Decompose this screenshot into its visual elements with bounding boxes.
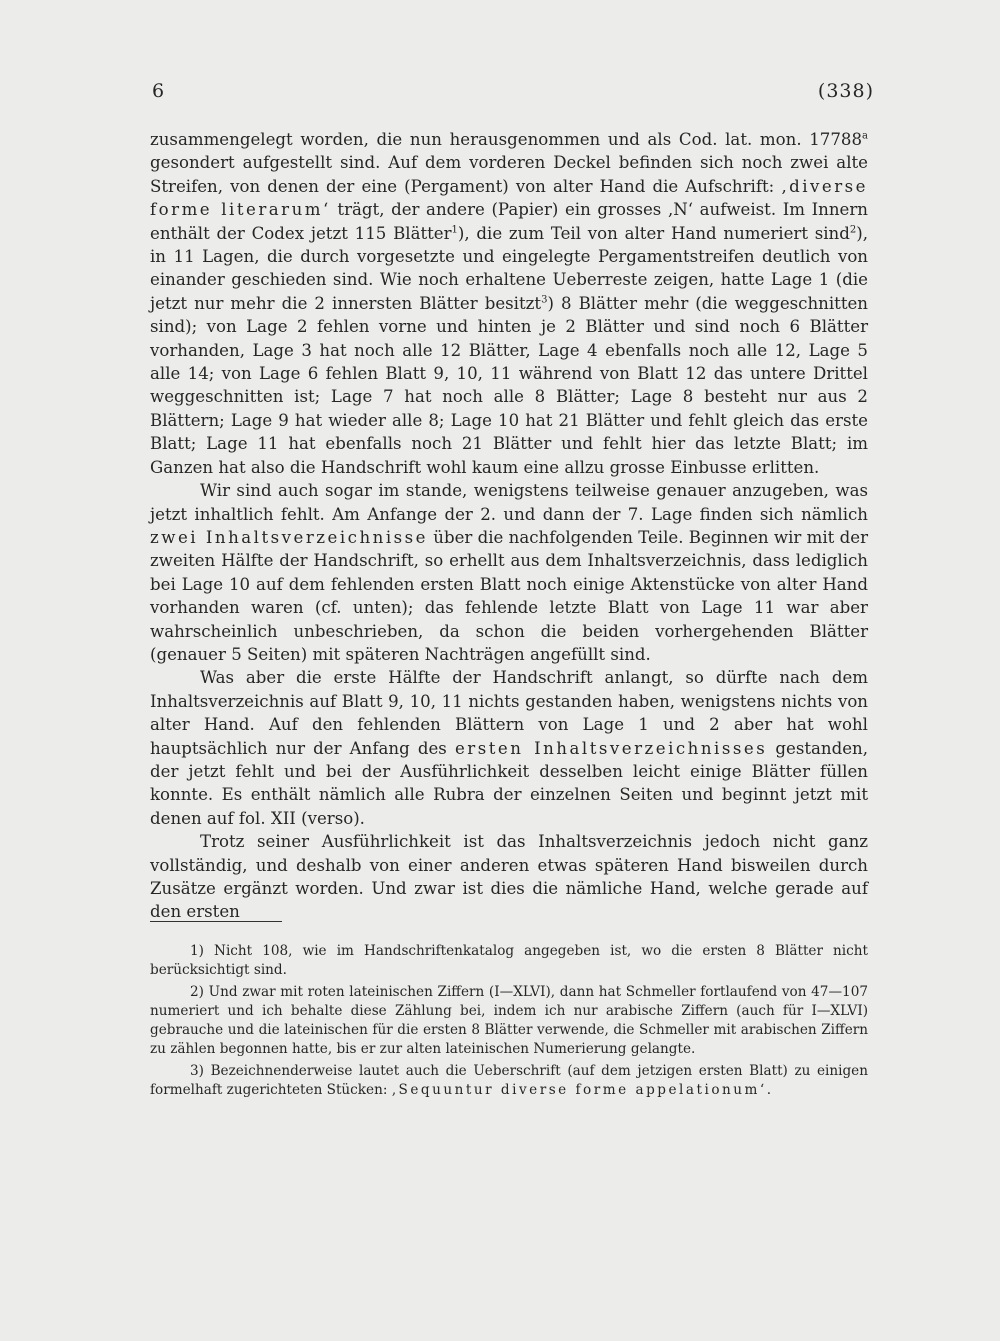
paragraph-2-text-a: Wir sind auch sogar im stande, wenigstens teilweise genauer anzugeben, was jetzt inhaltlich fehlt. Am Anfange der 2. und dann der 7. Lage finden sich nämlich bbox=[150, 481, 868, 524]
paragraph-3-text-a: Was aber die erste Hälfte der Handschrift anlangt, so dürfte nach dem Inhaltsverzeichnis auf Blatt 9, 10, 11 nichts gestanden haben, wenigstens nichts von alter Hand. Auf den fehlenden Blättern von Lage 1 und 2 aber hat wohl hauptsächlich nur der Anfang des bbox=[150, 668, 868, 758]
spaced-title-forme-literarum: ‚diverse forme literarum‘ bbox=[150, 176, 868, 220]
spaced-term-ersten-inhaltsverzeichnisses: ersten Inhaltsverzeichnisses bbox=[454, 738, 768, 758]
paragraph-2-text-b: über die nachfolgenden Teile. Beginnen wir mit der zweiten Hälfte der Handschrift, so erhellt aus dem Inhaltsverzeichnis, dass lediglich bei Lage 10 auf dem fehlenden ersten Blatt noch einige Aktenstücke von alter Hand vorhanden waren (cf. unten); das fehlende letzte Blatt von Lage 11 war aber wahrscheinlich unbeschrieben, da schon die beiden vorhergehenden Blätter (genauer 5 Seiten) mit späteren Nachträgen angefüllt sind. bbox=[150, 527, 868, 664]
footnote-ref-2: 2 bbox=[849, 224, 857, 236]
paragraph-1-text-e: ), in 11 Lagen, die durch vorgesetzte und eingelegte Pergamentstreifen deutlich von einander geschieden sind. Wie noch erhaltene Ueberreste zeigen, hatte Lage 1 (die jetzt nur mehr die 2 innersten Blätter besitzt bbox=[150, 223, 868, 313]
footnotes bbox=[150, 942, 868, 1103]
footnote-2: 2) Und zwar mit roten lateinischen Ziffern (I—XLVI), dann hat Schmeller fortlaufend von 47—107 numeriert und ich behalte diese Zählung bei, indem ich nur arabische Ziffern (auch für I—XLVI) gebrauche und die lateinischen für die ersten 8 Blätter verwende, die Schmeller mit arabischen Ziffern zu zählen begonnen hatte, bis er zur alten lateinischen Numerierung gelangte. bbox=[150, 984, 868, 1057]
footnote-3 bbox=[150, 1062, 868, 1100]
page-header bbox=[152, 80, 874, 110]
paragraph-1-text-c: trägt, der andere (Papier) ein grosses ‚N‘ aufweist. Im Innern enthält der Codex jetzt 115 Blätter bbox=[150, 200, 868, 243]
spaced-term-inhaltsverzeichnisse: zwei Inhaltsverzeichnisse bbox=[150, 527, 428, 547]
paragraph-4-text-a: Trotz seiner Ausführlichkeit ist das Inhaltsverzeichnis jedoch nicht ganz vollständig, und deshalb von einer anderen etwas späteren Hand bisweilen durch Zusätze ergänzt worden. Und zwar ist dies die nämliche Hand, welche gerade auf den ersten bbox=[150, 832, 868, 922]
footnote-3-text-b: . bbox=[766, 1082, 772, 1098]
footnote-separator bbox=[150, 921, 282, 922]
footnote-3-text-a: 3) Bezeichnenderweise lautet auch die Ueberschrift (auf dem jetzigen ersten Blatt) zu einigen formelhaft zugerichteten Stücken: bbox=[150, 1063, 868, 1098]
body-text bbox=[150, 128, 868, 924]
paragraph-1 bbox=[150, 128, 868, 479]
paragraph-1-text-d: ), die zum Teil von alter Hand numeriert sind bbox=[457, 223, 850, 243]
footnote-1: 1) Nicht 108, wie im Handschriftenkatalog angegeben ist, wo die ersten 8 Blätter nicht berücksichtigt sind. bbox=[150, 943, 868, 978]
paragraph-3 bbox=[150, 666, 868, 830]
paragraph-3-text-b: gestanden, der jetzt fehlt und bei der Ausführlichkeit desselben leicht einige Blätter füllen konnte. Es enthält nämlich alle Rubra der einzelnen Seiten und beginnt jetzt mit denen auf fol. XII (verso). bbox=[150, 738, 868, 828]
paragraph-1-text-b: gesondert aufgestellt sind. Auf dem vorderen Deckel befinden sich noch zwei alte Streifen, von denen der eine (Pergament) von alter Hand die Aufschrift: bbox=[150, 153, 868, 196]
superscript-a: a bbox=[862, 130, 868, 142]
spaced-title-forme-appelationum: ‚Sequuntur diverse forme appelationum‘ bbox=[391, 1082, 767, 1098]
paragraph-1-text-a: zusammengelegt worden, die nun herausgenommen und als Cod. lat. mon. 17788 bbox=[150, 130, 863, 149]
footnote-ref-1: 1 bbox=[451, 224, 458, 236]
footnote-ref-3: 3 bbox=[541, 294, 548, 306]
page-number: 6 bbox=[152, 80, 165, 102]
paragraph-2 bbox=[150, 479, 868, 666]
page-reference: (338) bbox=[817, 80, 874, 102]
paragraph-4 bbox=[150, 830, 868, 924]
paragraph-1-text-f: ) 8 Blätter mehr (die weggeschnitten sind); von Lage 2 fehlen vorne und hinten je 2 Blätter und sind noch 6 Blätter vorhanden, Lage 3 hat noch alle 12 Blätter, Lage 4 ebenfalls noch alle 12, Lage 5 alle 14; von Lage 6 fehlen Blatt 9, 10, 11 während von Blatt 12 das untere Drittel weggeschnitten ist; Lage 7 hat noch alle 8 Blätter; Lage 8 besteht nur aus 2 Blättern; Lage 9 hat wieder alle 8; Lage 10 hat 21 Blätter und fehlt gleich das erste Blatt; Lage 11 hat ebenfalls noch 21 Blätter und fehlt hier das letzte Blatt; im Ganzen hat also die Handschrift wohl kaum eine allzu grosse Einbusse erlitten. bbox=[150, 293, 868, 477]
